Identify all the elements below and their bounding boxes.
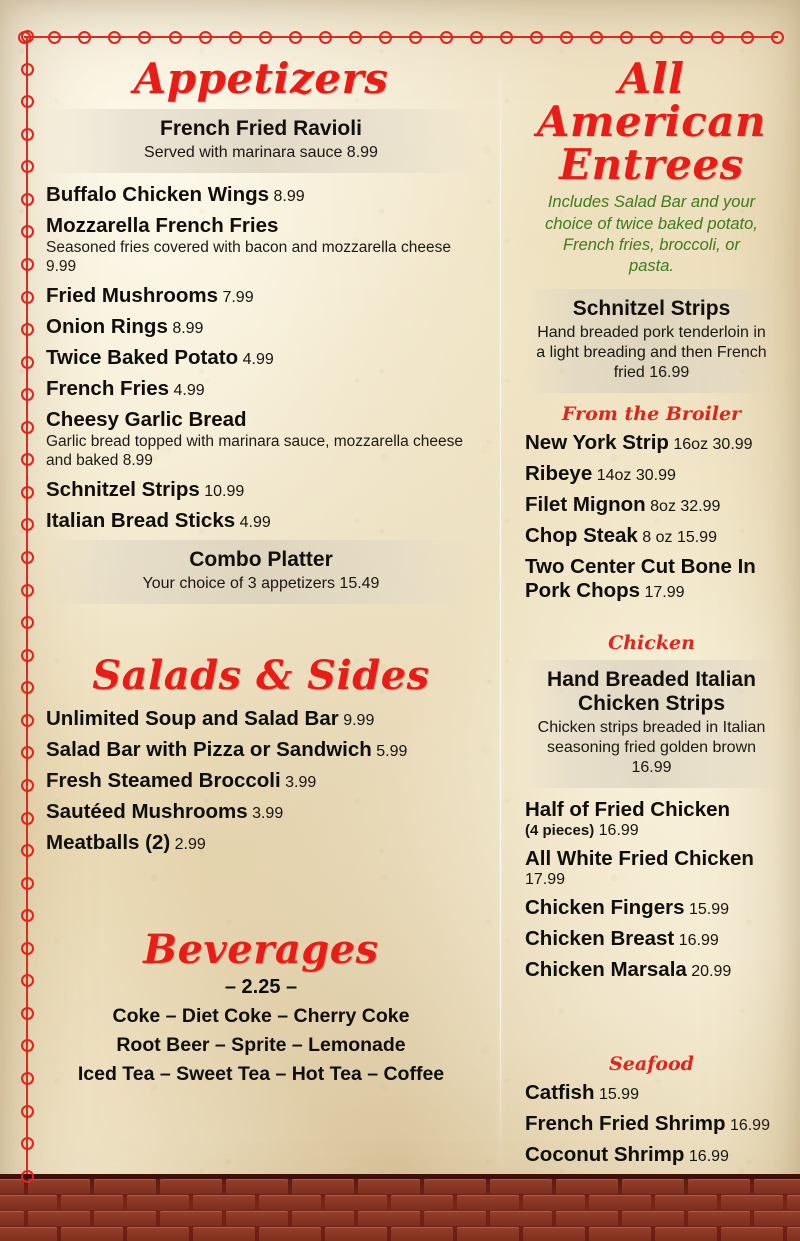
item-price: 3.99 [285, 773, 317, 791]
brick [622, 1179, 684, 1194]
brick [292, 1211, 354, 1226]
entrees-heading-line2: Entrees [559, 139, 744, 189]
border-dot [21, 551, 34, 564]
brick [655, 1195, 717, 1210]
list-item [46, 707, 476, 731]
item-name: Coconut Shrimp [525, 1143, 685, 1167]
item-price: 16.99 [688, 1148, 729, 1166]
item-name: All White Fried Chicken [525, 847, 754, 871]
border-dot [21, 160, 34, 173]
brick [622, 1211, 684, 1226]
list-item [525, 524, 778, 548]
item-price: 3.99 [252, 804, 284, 822]
border-dot [108, 31, 121, 44]
list-item [46, 346, 476, 370]
brick [721, 1227, 783, 1241]
brick [523, 1227, 585, 1241]
section-spacer [525, 1031, 778, 1043]
item-price: 16.99 [598, 822, 639, 840]
menu-content [40, 52, 782, 1167]
border-dot [21, 746, 34, 759]
item-name: Salad Bar with Pizza or Sandwich [46, 737, 372, 761]
chicken-list [525, 798, 778, 982]
border-dot [379, 31, 392, 44]
item-name: Half of Fried Chicken [525, 798, 731, 822]
border-dot [229, 31, 242, 44]
border-dot [21, 1072, 34, 1085]
border-dot [21, 616, 34, 629]
border-dot [21, 95, 34, 108]
featured-appetizer [46, 109, 476, 173]
item-name: Buffalo Chicken Wings [46, 182, 270, 206]
beverages-line: Coke – Diet Coke – Cherry Coke [112, 1005, 410, 1028]
brick [556, 1211, 618, 1226]
border-dot [21, 909, 34, 922]
list-item [46, 408, 476, 471]
featured-chicken-name: Hand Breaded Italian Chicken Strips [547, 668, 756, 716]
item-price: 15.99 [676, 529, 717, 547]
brick [787, 1227, 800, 1241]
salads-list [46, 707, 476, 855]
item-name: Schnitzel Strips [46, 477, 200, 501]
list-item [46, 738, 476, 762]
item-price: 30.99 [635, 467, 676, 485]
dotted-border-left [18, 30, 36, 1183]
featured-entree-name: Schnitzel Strips [572, 296, 731, 320]
appetizers-list [46, 183, 476, 533]
border-dot [21, 258, 34, 271]
list-item [525, 847, 778, 889]
featured-chicken [525, 660, 778, 788]
item-name: Chop Steak [525, 524, 638, 548]
list-item [46, 478, 476, 502]
brick [457, 1227, 519, 1241]
item-price: 30.99 [712, 436, 753, 454]
border-dot [21, 225, 34, 238]
beverages-heading: Beverages [143, 925, 379, 973]
border-dot [680, 31, 693, 44]
border-dot [21, 681, 34, 694]
brick [94, 1179, 156, 1194]
featured-chicken-desc: Chicken strips breaded in Italian seasoning fried golden brown 16.99 [537, 719, 766, 777]
brick [61, 1195, 123, 1210]
entrees-heading [525, 54, 778, 189]
section-spacer [46, 862, 476, 904]
item-qty: 8oz [650, 498, 676, 516]
list-item [46, 509, 476, 533]
item-price: 15.99 [598, 1086, 639, 1104]
list-item [525, 798, 778, 840]
list-item [525, 896, 778, 920]
item-price: 10.99 [204, 482, 245, 500]
item-qty: 8 oz [642, 529, 673, 547]
item-desc: Seasoned fries covered with bacon and mozzarella cheese 9.99 [46, 238, 451, 275]
brick [61, 1227, 123, 1241]
combo-platter-desc: Your choice of 3 appetizers 15.49 [142, 574, 380, 592]
item-name: Italian Bread Sticks [46, 508, 236, 532]
list-item [525, 927, 778, 951]
brick [160, 1211, 222, 1226]
entrees-note: Includes Salad Bar and your choice of twice baked potato, French fries, broccoli, or pasta. [545, 193, 758, 275]
list-item [46, 284, 476, 308]
border-dot [620, 31, 633, 44]
brick [292, 1179, 354, 1194]
brick [490, 1179, 552, 1194]
list-item [525, 958, 778, 982]
item-price: 16.99 [729, 1117, 770, 1135]
salads-heading: Salads & Sides [92, 651, 430, 699]
brick [754, 1179, 800, 1194]
border-dot [590, 31, 603, 44]
item-name: Fried Mushrooms [46, 283, 218, 307]
featured-appetizer-name: French Fried Ravioli [160, 116, 362, 140]
brick [721, 1195, 783, 1210]
border-dot [21, 388, 34, 401]
item-name: Mozzarella French Fries [46, 213, 279, 237]
border-dot [470, 31, 483, 44]
border-dot [319, 31, 332, 44]
list-item [525, 1081, 778, 1105]
brick-row [0, 1179, 800, 1194]
brick [523, 1195, 585, 1210]
list-item [46, 183, 476, 207]
brick [0, 1227, 57, 1241]
item-name: French Fried Shrimp [525, 1112, 726, 1136]
beverages-price: – 2.25 – [224, 976, 298, 999]
item-qty: 14oz [596, 467, 632, 485]
brick [589, 1195, 651, 1210]
border-dot [259, 31, 272, 44]
seafood-heading: Seafood [609, 1053, 694, 1076]
brick [259, 1195, 321, 1210]
featured-entree [525, 289, 778, 393]
item-name: Catfish [525, 1081, 595, 1105]
border-dot [289, 31, 302, 44]
brick [655, 1227, 717, 1241]
section-spacer [525, 989, 778, 1031]
border-dot [21, 584, 34, 597]
border-dot [21, 486, 34, 499]
item-desc: Garlic bread topped with marinara sauce, mozzarella cheese and baked 8.99 [46, 432, 463, 469]
item-price: 20.99 [691, 963, 732, 981]
appetizers-heading: Appetizers [133, 54, 389, 103]
border-dot [741, 31, 754, 44]
item-price: 2.99 [174, 835, 206, 853]
brick [28, 1211, 90, 1226]
border-dot [21, 128, 34, 141]
list-item [46, 800, 476, 824]
combo-platter [46, 540, 476, 604]
brick [259, 1227, 321, 1241]
item-name: Chicken Fingers [525, 896, 685, 920]
brick [325, 1195, 387, 1210]
list-item [46, 214, 476, 277]
item-price: 5.99 [376, 742, 408, 760]
item-name: Cheesy Garlic Bread [46, 407, 247, 431]
item-price: 4.99 [173, 381, 205, 399]
list-item [525, 555, 778, 603]
brick [424, 1179, 486, 1194]
border-dot [21, 291, 34, 304]
border-dot [21, 356, 34, 369]
border-dot [409, 31, 422, 44]
item-name: Fresh Steamed Broccoli [46, 768, 281, 792]
border-dot [530, 31, 543, 44]
item-price: 8.99 [273, 187, 305, 205]
item-price: 8.99 [172, 319, 204, 337]
border-dot [21, 714, 34, 727]
brick [193, 1195, 255, 1210]
entrees-heading-line1: All American [536, 54, 767, 146]
brick-row [0, 1211, 800, 1226]
item-name: Onion Rings [46, 314, 168, 338]
item-price: 17.99 [525, 871, 566, 889]
chicken-heading: Chicken [608, 632, 695, 655]
brick [424, 1211, 486, 1226]
brick [127, 1227, 189, 1241]
item-price: 9.99 [343, 711, 375, 729]
brick [226, 1211, 288, 1226]
brick [193, 1227, 255, 1241]
item-price: 16.99 [678, 932, 719, 950]
column-divider [500, 62, 501, 1167]
border-dot [21, 193, 34, 206]
featured-entree-desc: Hand breaded pork tenderloin in a light breading and then French fried 16.99 [536, 324, 767, 382]
item-price: 17.99 [644, 584, 685, 602]
list-item [46, 831, 476, 855]
border-dot [21, 779, 34, 792]
brick-row [0, 1227, 800, 1241]
list-item [46, 377, 476, 401]
border-dot [21, 1170, 34, 1183]
item-qty: 16oz [673, 436, 709, 454]
broiler-heading: From the Broiler [561, 403, 742, 426]
item-name: Unlimited Soup and Salad Bar [46, 706, 339, 730]
border-dot [349, 31, 362, 44]
brick [28, 1179, 90, 1194]
brick [127, 1195, 189, 1210]
item-name: Chicken Marsala [525, 958, 687, 982]
beverages-line: Iced Tea – Sweet Tea – Hot Tea – Coffee [77, 1063, 445, 1086]
brick [358, 1179, 420, 1194]
section-spacer [46, 614, 476, 656]
border-dot [21, 323, 34, 336]
brick [94, 1211, 156, 1226]
item-name: Filet Mignon [525, 493, 646, 517]
featured-appetizer-desc: Served with marinara sauce 8.99 [144, 143, 378, 161]
item-name: Twice Baked Potato [46, 345, 239, 369]
section-spacer [525, 610, 778, 622]
border-dot [21, 453, 34, 466]
item-price: 4.99 [239, 513, 271, 531]
item-price: 32.99 [680, 498, 721, 516]
border-dot [21, 844, 34, 857]
border-dot [21, 1137, 34, 1150]
list-item [525, 462, 778, 486]
item-price: 4.99 [242, 350, 274, 368]
brick [160, 1179, 222, 1194]
item-name: Two Center Cut Bone In Pork Chops [525, 555, 756, 603]
brick-footer [0, 1179, 800, 1241]
brick [589, 1227, 651, 1241]
border-dot [21, 518, 34, 531]
broiler-list [525, 431, 778, 603]
border-dot [21, 421, 34, 434]
item-name: Chicken Breast [525, 927, 675, 951]
item-price: 7.99 [222, 288, 254, 306]
list-item [525, 493, 778, 517]
brick [688, 1211, 750, 1226]
border-dot [650, 31, 663, 44]
item-name: French Fries [46, 376, 170, 400]
brick [556, 1179, 618, 1194]
brick [0, 1195, 57, 1210]
brick [688, 1179, 750, 1194]
item-price: 15.99 [688, 901, 729, 919]
border-dot [21, 1105, 34, 1118]
item-sub: (4 pieces) [525, 822, 595, 840]
brick [391, 1195, 453, 1210]
list-item [525, 431, 778, 455]
dotted-border-top [18, 28, 784, 46]
brick [325, 1227, 387, 1241]
list-item [525, 1143, 778, 1167]
border-dot [440, 31, 453, 44]
border-dot [771, 31, 784, 44]
border-dot [21, 942, 34, 955]
border-dot [500, 31, 513, 44]
border-dot [48, 31, 61, 44]
item-name: Sautéed Mushrooms [46, 799, 248, 823]
list-item [46, 769, 476, 793]
brick [391, 1227, 453, 1241]
list-item [525, 1112, 778, 1136]
border-dot [21, 649, 34, 662]
border-dot [21, 1039, 34, 1052]
border-dot [169, 31, 182, 44]
brick [358, 1211, 420, 1226]
border-dot [138, 31, 151, 44]
item-name: Ribeye [525, 462, 593, 486]
brick [226, 1179, 288, 1194]
item-name: New York Strip [525, 431, 669, 455]
border-dot [199, 31, 212, 44]
brick [0, 1211, 24, 1226]
brick [0, 1179, 24, 1194]
brick [754, 1211, 800, 1226]
border-dot [21, 812, 34, 825]
border-dot [560, 31, 573, 44]
list-item [46, 315, 476, 339]
combo-platter-name: Combo Platter [189, 547, 333, 571]
brick [457, 1195, 519, 1210]
brick [490, 1211, 552, 1226]
border-dot [21, 974, 34, 987]
brick [787, 1195, 800, 1210]
item-name: Meatballs (2) [46, 830, 171, 854]
left-column [40, 52, 490, 1167]
right-column [511, 52, 782, 1167]
border-dot [21, 877, 34, 890]
border-dot [21, 30, 34, 43]
border-dot [711, 31, 724, 44]
border-dot [21, 63, 34, 76]
border-dot [78, 31, 91, 44]
brick-row [0, 1195, 800, 1210]
beverages-line: Root Beer – Sprite – Lemonade [116, 1034, 406, 1057]
border-dot [21, 1007, 34, 1020]
